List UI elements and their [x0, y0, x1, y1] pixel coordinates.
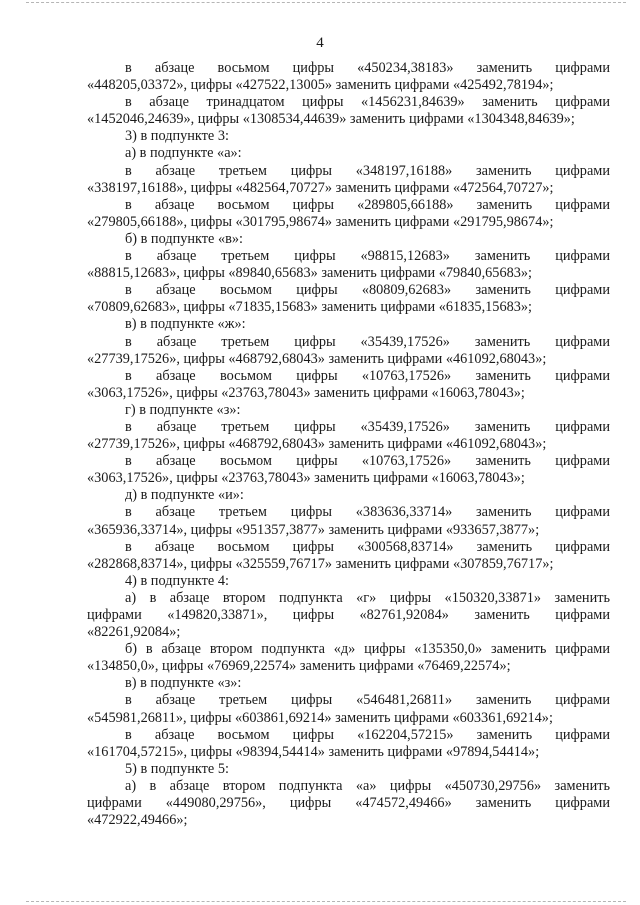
- paragraph-last-line: «88815,12683», цифры «89840,65683» заменить цифрами «79840,65683»;: [87, 265, 533, 282]
- amendment-paragraph: [87, 248, 610, 282]
- paragraph-first-line: в абзаце восьмом цифры «10763,17526» заменить цифрами: [125, 453, 610, 470]
- paragraph-last-line: «134850,0», цифры «76969,22574» заменить цифрами «76469,22574»;: [87, 658, 511, 675]
- subpoint-heading: 5) в подпункте 5:: [125, 760, 229, 777]
- paragraph-first-line: в абзаце третьем цифры «383636,33714» заменить цифрами: [125, 504, 610, 521]
- paragraph-last-line: «1452046,24639», цифры «1308534,44639» заменить цифрами «1304348,84639»;: [87, 111, 575, 128]
- paragraph-last-line: «448205,03372», цифры «427522,13005» заменить цифрами «425492,78194»;: [87, 77, 554, 94]
- paragraph-first-line: в абзаце третьем цифры «35439,17526» заменить цифрами: [125, 333, 610, 350]
- paragraph-last-line: «279805,66188», цифры «301795,98674» заменить цифрами «291795,98674»;: [87, 213, 554, 230]
- paragraph-last-line: «70809,62683», цифры «71835,15683» заменить цифрами «61835,15683»;: [87, 299, 533, 316]
- paragraph-middle-line: цифрами «449080,29756», цифры «474572,49466» заменить цифрами: [87, 795, 610, 812]
- amendment-paragraph: [87, 419, 610, 453]
- paragraph-first-line: в абзаце третьем цифры «98815,12683» заменить цифрами: [125, 248, 610, 265]
- paragraph-first-line: в абзаце восьмом цифры «450234,38183» заменить цифрами: [125, 60, 610, 76]
- paragraph-first-line: в абзаце восьмом цифры «289805,66188» заменить цифрами: [125, 196, 610, 213]
- amendment-paragraph: [87, 778, 610, 829]
- paragraph-first-line: в абзаце тринадцатом цифры «1456231,84639» заменить цифрами: [125, 94, 610, 111]
- paragraph-last-line: «3063,17526», цифры «23763,78043» заменить цифрами «16063,78043»;: [87, 384, 525, 401]
- paragraph-last-line: «161704,57215», цифры «98394,54414» заменить цифрами «97894,54414»;: [87, 743, 540, 760]
- amendment-paragraph: [87, 334, 610, 368]
- paragraph-first-line: а) в абзаце втором подпункта «а» цифры «450730,29756» заменить: [125, 777, 610, 794]
- paragraph-first-line: в абзаце третьем цифры «348197,16188» заменить цифрами: [125, 162, 610, 179]
- paragraph-first-line: а) в абзаце втором подпункта «г» цифры «150320,33871» заменить: [125, 589, 610, 606]
- paragraph-first-line: в абзаце восьмом цифры «80809,62683» заменить цифрами: [125, 282, 610, 299]
- paragraph-middle-line: цифрами «149820,33871», цифры «82761,92084» заменить цифрами: [87, 607, 610, 623]
- amendment-paragraph: [87, 453, 610, 487]
- page-number: 4: [316, 35, 324, 51]
- paragraph-first-line: б) в абзаце втором подпункта «д» цифры «135350,0» заменить цифрами: [125, 641, 610, 658]
- subpoint-heading: г) в подпункте «з»:: [125, 401, 241, 418]
- subpoint-heading: а) в подпункте «а»:: [125, 145, 242, 162]
- amendment-paragraph: [87, 368, 610, 402]
- paragraph-last-line: «365936,33714», цифры «951357,3877» заменить цифрами «933657,3877»;: [87, 521, 540, 538]
- paragraph-first-line: в абзаце восьмом цифры «300568,83714» заменить цифрами: [125, 538, 610, 555]
- scan-edge-top: [26, 2, 626, 3]
- amendment-paragraph: [87, 282, 610, 316]
- amendment-paragraph: [87, 197, 610, 231]
- amendment-paragraph: [87, 94, 610, 128]
- paragraph-last-line: «3063,17526», цифры «23763,78043» заменить цифрами «16063,78043»;: [87, 470, 525, 487]
- paragraph-last-line: «27739,17526», цифры «468792,68043» заменить цифрами «461092,68043»;: [87, 350, 547, 367]
- amendment-paragraph: [87, 692, 610, 726]
- subpoint-heading: д) в подпункте «и»:: [125, 487, 244, 504]
- amendment-paragraph: [87, 590, 610, 641]
- amendment-paragraph: [87, 504, 610, 538]
- document-body: [87, 60, 610, 829]
- paragraph-last-line: «282868,83714», цифры «325559,76717» заменить цифрами «307859,76717»;: [87, 555, 554, 572]
- amendment-paragraph: [87, 60, 610, 94]
- paragraph-last-line: «82261,92084»;: [87, 624, 181, 641]
- amendment-paragraph: [87, 539, 610, 573]
- paragraph-first-line: в абзаце третьем цифры «35439,17526» заменить цифрами: [125, 418, 610, 435]
- paragraph-first-line: в абзаце восьмом цифры «10763,17526» заменить цифрами: [125, 367, 610, 384]
- paragraph-first-line: в абзаце третьем цифры «546481,26811» заменить цифрами: [125, 692, 610, 709]
- amendment-paragraph: [87, 727, 610, 761]
- scan-edge-bottom: [26, 901, 626, 902]
- paragraph-last-line: «472922,49466»;: [87, 812, 188, 829]
- subpoint-heading: б) в подпункте «в»:: [125, 230, 243, 247]
- paragraph-first-line: в абзаце восьмом цифры «162204,57215» заменить цифрами: [125, 726, 610, 743]
- subpoint-heading: 3) в подпункте 3:: [125, 128, 229, 145]
- paragraph-last-line: «545981,26811», цифры «603861,69214» заменить цифрами «603361,69214»;: [87, 709, 553, 726]
- subpoint-heading: 4) в подпункте 4:: [125, 572, 229, 589]
- amendment-paragraph: [87, 641, 610, 675]
- paragraph-last-line: «27739,17526», цифры «468792,68043» заменить цифрами «461092,68043»;: [87, 436, 547, 453]
- amendment-paragraph: [87, 163, 610, 197]
- paragraph-last-line: «338197,16188», цифры «482564,70727» заменить цифрами «472564,70727»;: [87, 179, 554, 196]
- subpoint-heading: в) в подпункте «з»:: [125, 675, 242, 692]
- subpoint-heading: в) в подпункте «ж»:: [125, 316, 246, 333]
